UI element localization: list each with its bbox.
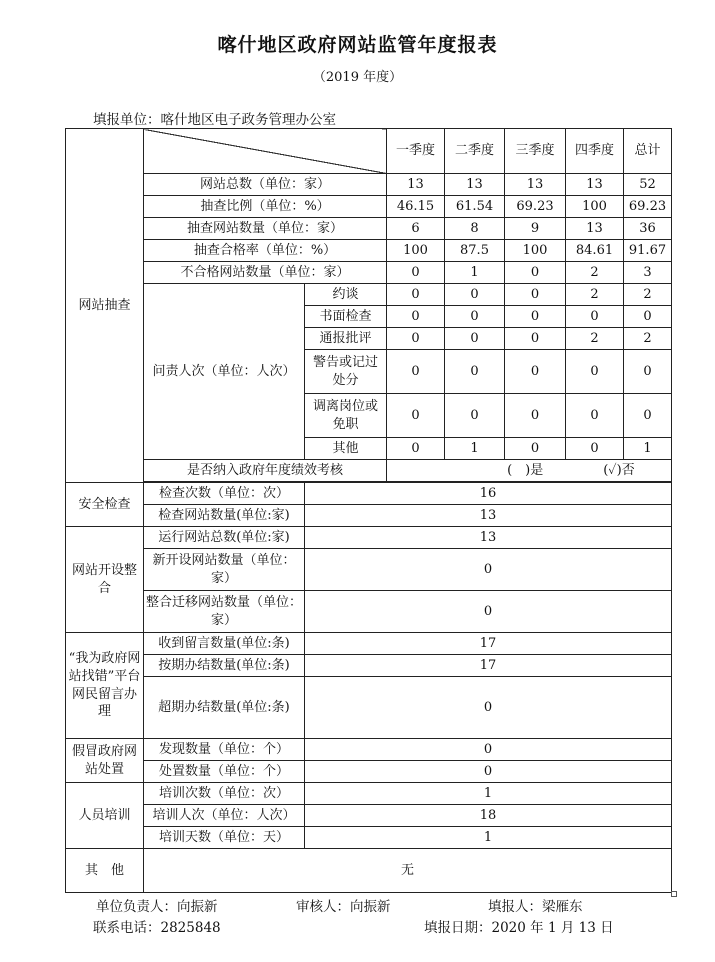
row-label: 检查网站数量(单位:家) <box>144 505 305 527</box>
performance-options <box>387 460 672 482</box>
cell-value: 17 <box>305 633 672 655</box>
header-q4: 四季度 <box>566 129 624 174</box>
header-q2: 二季度 <box>445 129 505 174</box>
row-label: 发现数量（单位：个） <box>144 739 305 761</box>
cell-value: 100 <box>566 196 624 218</box>
cell-value: 0 <box>305 677 672 739</box>
cell-value: 0 <box>505 306 566 328</box>
footer-leader: 单位负责人：向振新 <box>96 899 218 915</box>
table-row <box>66 633 672 655</box>
cell-value: 0 <box>505 438 566 460</box>
cell-value: 61.54 <box>445 196 505 218</box>
cell-value: 16 <box>305 483 672 505</box>
row-label: 是否纳入政府年度绩效考核 <box>144 460 387 482</box>
check-mark: (✓) <box>603 462 622 478</box>
table-row <box>66 761 672 783</box>
row-label: 收到留言数量(单位:条) <box>144 633 305 655</box>
cell-value: 9 <box>505 218 566 240</box>
cell-value: 无 <box>144 849 672 893</box>
cell-value: 84.61 <box>566 240 624 262</box>
table-row <box>66 527 672 549</box>
table-row <box>66 240 672 262</box>
cell-value: 46.15 <box>387 196 445 218</box>
cell-value: 0 <box>624 350 672 394</box>
cell-value: 0 <box>566 394 624 438</box>
row-label: 按期办结数量(单位:条) <box>144 655 305 677</box>
report-table <box>65 128 672 893</box>
footer-filler: 填报人：梁雁东 <box>488 899 583 915</box>
cell-value: 100 <box>387 240 445 262</box>
diagonal-header-cell <box>144 129 387 174</box>
row-label: 处置数量（单位：个） <box>144 761 305 783</box>
reporting-unit: 填报单位：喀什地区电子政务管理办公室 <box>93 112 336 128</box>
table-row <box>66 549 672 591</box>
cell-value: 13 <box>305 527 672 549</box>
cell-value: 0 <box>387 306 445 328</box>
cell-value: 0 <box>387 394 445 438</box>
cell-value: 0 <box>305 739 672 761</box>
cell-value: 1 <box>624 438 672 460</box>
header-q3: 三季度 <box>505 129 566 174</box>
cell-value: 0 <box>387 284 445 306</box>
cell-value: 17 <box>305 655 672 677</box>
cell-value: 18 <box>305 805 672 827</box>
row-label: 抽查合格率（单位：%） <box>144 240 387 262</box>
cell-value: 13 <box>505 174 566 196</box>
cell-value: 0 <box>566 438 624 460</box>
report-year: （2019 年度） <box>312 70 403 85</box>
cell-value: 87.5 <box>445 240 505 262</box>
row-label: 通报批评 <box>305 328 387 350</box>
option-yes: ( )是 <box>507 462 544 478</box>
cell-value: 13 <box>305 505 672 527</box>
cell-value: 91.67 <box>624 240 672 262</box>
row-label: 警告或记过处分 <box>305 350 387 394</box>
row-label: 不合格网站数量（单位：家） <box>144 262 387 284</box>
cell-value: 0 <box>445 306 505 328</box>
table-row <box>66 655 672 677</box>
cell-value: 1 <box>305 783 672 805</box>
cell-value: 52 <box>624 174 672 196</box>
cell-value: 100 <box>505 240 566 262</box>
cell-value: 0 <box>305 549 672 591</box>
row-label: 培训人次（单位：人次） <box>144 805 305 827</box>
page-title: 喀什地区政府网站监管年度报表 <box>217 34 498 56</box>
cell-value: 0 <box>445 284 505 306</box>
cell-value: 69.23 <box>505 196 566 218</box>
table-row <box>66 262 672 284</box>
table-header-row <box>66 129 672 174</box>
table-row <box>66 505 672 527</box>
row-label: 运行网站总数(单位:家) <box>144 527 305 549</box>
footer-date: 填报日期：2020 年 1 月 13 日 <box>424 920 614 936</box>
row-label: 抽查网站数量（单位：家） <box>144 218 387 240</box>
table-row <box>66 483 672 505</box>
row-label: 其他 <box>305 438 387 460</box>
cell-value: 0 <box>624 394 672 438</box>
cell-value: 0 <box>305 591 672 633</box>
cell-value: 0 <box>387 262 445 284</box>
row-label: 培训次数（单位：次） <box>144 783 305 805</box>
cell-value: 13 <box>387 174 445 196</box>
row-label: 书面检查 <box>305 306 387 328</box>
cell-value: 0 <box>505 284 566 306</box>
cell-value: 0 <box>566 350 624 394</box>
cell-value: 13 <box>445 174 505 196</box>
cell-value: 0 <box>445 328 505 350</box>
cell-value: 0 <box>505 350 566 394</box>
table-row <box>66 284 672 306</box>
table-row <box>66 460 672 482</box>
table-corner-mark <box>671 891 677 897</box>
cell-value: 0 <box>387 438 445 460</box>
section-security: 安全检查 <box>66 483 144 527</box>
row-label: 整合迁移网站数量（单位：家） <box>144 591 305 633</box>
row-label: 超期办结数量(单位:条) <box>144 677 305 739</box>
table-row <box>66 174 672 196</box>
cell-value: 6 <box>387 218 445 240</box>
table-row <box>66 677 672 739</box>
cell-value: 1 <box>305 827 672 849</box>
cell-value: 8 <box>445 218 505 240</box>
footer-reviewer: 审核人：向振新 <box>296 899 391 915</box>
cell-value: 13 <box>566 174 624 196</box>
header-total: 总计 <box>624 129 672 174</box>
cell-value: 3 <box>624 262 672 284</box>
section-training: 人员培训 <box>66 783 144 849</box>
cell-value: 0 <box>505 394 566 438</box>
cell-value: 0 <box>387 350 445 394</box>
cell-value: 36 <box>624 218 672 240</box>
cell-value: 1 <box>445 262 505 284</box>
cell-value: 1 <box>445 438 505 460</box>
cell-value: 2 <box>566 328 624 350</box>
table-row <box>66 849 672 893</box>
section-fake: 假冒政府网站处置 <box>66 739 144 783</box>
table-row <box>66 827 672 849</box>
cell-value: 2 <box>566 284 624 306</box>
cell-value: 0 <box>505 328 566 350</box>
row-label: 网站总数（单位：家） <box>144 174 387 196</box>
table-row <box>66 196 672 218</box>
row-label: 培训天数（单位：天） <box>144 827 305 849</box>
cell-value: 0 <box>445 394 505 438</box>
section-setup: 网站开设整合 <box>66 527 144 633</box>
cell-value: 2 <box>624 284 672 306</box>
cell-value: 2 <box>566 262 624 284</box>
footer-phone: 联系电话：2825848 <box>93 920 221 936</box>
accountability-label: 问责人次（单位：人次） <box>144 284 305 460</box>
cell-value: 0 <box>305 761 672 783</box>
row-label: 新开设网站数量（单位：家） <box>144 549 305 591</box>
table-row <box>66 739 672 761</box>
cell-value: 0 <box>505 262 566 284</box>
cell-value: 69.23 <box>624 196 672 218</box>
cell-value: 0 <box>445 350 505 394</box>
cell-value: 13 <box>566 218 624 240</box>
header-q1: 一季度 <box>387 129 445 174</box>
option-no: 否 <box>621 462 635 478</box>
table-row <box>66 783 672 805</box>
row-label: 调离岗位或免职 <box>305 394 387 438</box>
cell-value: 0 <box>624 306 672 328</box>
section-message: “我为政府网站找错”平台网民留言办理 <box>66 633 144 739</box>
table-row <box>66 805 672 827</box>
row-label: 约谈 <box>305 284 387 306</box>
row-label: 抽查比例（单位：%） <box>144 196 387 218</box>
table-row <box>66 591 672 633</box>
row-label: 检查次数（单位：次） <box>144 483 305 505</box>
cell-value: 0 <box>566 306 624 328</box>
cell-value: 2 <box>624 328 672 350</box>
section-sampling: 网站抽查 <box>66 129 144 483</box>
table-row <box>66 218 672 240</box>
section-other: 其 他 <box>66 849 144 893</box>
cell-value: 0 <box>387 328 445 350</box>
